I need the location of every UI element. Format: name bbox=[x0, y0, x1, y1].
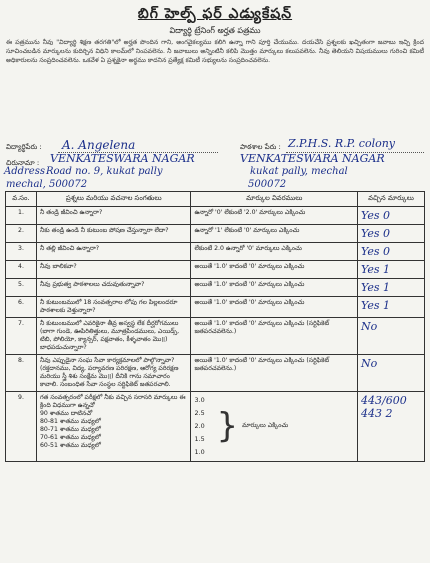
row-question: నీవు ప్రభుత్వ పాఠశాలలు చదువుతున్నావా? bbox=[36, 279, 191, 297]
form-title: బిగ్ హెల్ప్ ఫర్ ఎడ్యుకేషన్ bbox=[137, 6, 293, 22]
grade-range: 70-61 శాతము మధ్యలో bbox=[39, 434, 101, 441]
table-row bbox=[6, 279, 425, 297]
row-question: నీవు బాలికవా? bbox=[36, 261, 191, 279]
row-question: నీవు ఎప్పుడైనా సంఘ సేవా కార్యక్రమాలలో పాల్గొన్నావా? (రక్తదానము, విద్య, పర్యావరణ పరిరక్షణ, ఆరోగ్య పరిరక్షణ మరియు స్త్రీ శిశు సంక్షేమ మొ॥) దీనికి గాను సమాచారం కావాలి. సంబంధిత సేవా సంస్థల సర్టిఫికెట్ జతపరచాలి. bbox=[36, 355, 191, 392]
row-obtained-mark[interactable]: Yes 1 bbox=[358, 261, 425, 279]
row-obtained-mark[interactable]: No bbox=[358, 355, 425, 392]
row-number: 1. bbox=[6, 207, 37, 225]
row-question-text: గత సంవత్సరంలో పరీక్షలో నీకు వచ్చిన సరాసరి మార్కులు ఈ క్రింది విధముగా ఉన్నచో bbox=[39, 394, 186, 409]
col-header-marks-info: మార్కుల వివరములు bbox=[191, 192, 358, 207]
pin-right: 500072 bbox=[248, 179, 287, 190]
row-marks-info: ఉన్నారో '0' లేకుంటే '2.0' మార్కులు ఎక్కించు bbox=[191, 207, 358, 225]
row-question: నీకు తండ్రి ఉండి నీ కుటుంబ పోషణ చేస్తున్నారా లేదా? bbox=[36, 225, 191, 243]
row-number: 2. bbox=[6, 225, 37, 243]
village-value-right: VENKATESWARA NAGAR bbox=[240, 152, 385, 165]
name-label: విద్యార్థిపేరు : bbox=[6, 143, 42, 151]
grade-point: 2.0 bbox=[194, 422, 205, 430]
grade-point: 2.5 bbox=[194, 409, 205, 417]
form-subtitle: విద్యార్థి ట్రేనింగ్ అర్హత పత్రము bbox=[169, 26, 261, 35]
grade-range: 90 శాతము దాటినచో bbox=[39, 410, 93, 417]
table-row bbox=[6, 297, 425, 318]
school-label: పాఠశాల పేరు : bbox=[240, 143, 281, 151]
row-marks-info: ఉన్నారో '1' లేకుంటే '0' మార్కులు ఎక్కించు bbox=[191, 225, 358, 243]
row-obtained-mark[interactable]: Yes 0 bbox=[358, 225, 425, 243]
row-marks-info: అయితే '1.0' కాదంటే '0' మార్కులు ఎక్కించు bbox=[191, 279, 358, 297]
row-marks-info: లేకుంటే 2.0 ఉన్నారో '0' మార్కులు ఎక్కించు bbox=[191, 243, 358, 261]
table-header-row bbox=[6, 192, 425, 207]
address-left: Road no. 9, kukat pally bbox=[46, 166, 163, 177]
village-label: చిరునామా : bbox=[6, 159, 40, 167]
row-marks-info: అయితే '1.0' కాదంటే '0' మార్కులు ఎక్కించు bbox=[191, 261, 358, 279]
grade-range: 60-51 శాతము మధ్యలో bbox=[39, 442, 101, 449]
row-obtained-mark[interactable]: Yes 0 bbox=[358, 243, 425, 261]
col-header-question: ప్రశ్నలు మరియు వచనాల సంగతులు bbox=[36, 192, 191, 207]
table-row bbox=[6, 207, 425, 225]
row-number: 6. bbox=[6, 297, 37, 318]
table-row bbox=[6, 392, 425, 462]
row-number: 7. bbox=[6, 318, 37, 355]
row-number: 9. bbox=[6, 392, 37, 462]
school-value: Z.P.H.S. R.P. colony bbox=[288, 137, 396, 150]
row-marks-info: అయితే '1.0' కాదంటే '0' మార్కులు ఎక్కించు (సర్టిఫికెట్ జతపరచవలెను.) bbox=[191, 318, 358, 355]
table-row bbox=[6, 318, 425, 355]
row-obtained-mark[interactable]: No bbox=[358, 318, 425, 355]
grade-point: 1.0 bbox=[194, 448, 205, 456]
row-question bbox=[36, 392, 191, 462]
name-value: A. Angelena bbox=[62, 138, 136, 152]
marks-table bbox=[5, 191, 425, 462]
grade-point: 1.5 bbox=[194, 435, 205, 443]
row-number: 4. bbox=[6, 261, 37, 279]
row-question: నీ తల్లి జీవించి ఉన్నారా? bbox=[36, 243, 191, 261]
table-row bbox=[6, 355, 425, 392]
table-row bbox=[6, 243, 425, 261]
grade-point: 3.0 bbox=[194, 396, 205, 404]
address-right: kukat pally, mechal bbox=[250, 166, 348, 177]
grade-range: 80-71 శాతము మధ్యలో bbox=[39, 426, 101, 433]
row-obtained-mark[interactable]: Yes 1 bbox=[358, 279, 425, 297]
grade-range: 80-81 శాతము మధ్యలో bbox=[39, 418, 101, 425]
row-obtained-mark[interactable]: 443/600 443 2 bbox=[358, 392, 425, 462]
grade-instruction: మార్కులు ఎక్కించు bbox=[242, 422, 289, 429]
row-marks-info: అయితే '1.0' కాదంటే '0' మార్కులు ఎక్కించు bbox=[191, 297, 358, 318]
instructions: ఈ పత్రమును నీవు "విద్యార్థి శిక్షణ తరగతి"లో అర్హత పొందిన గాని, అంగవైకల్యము కలిగి ఉన్నా గాని పూర్తి చేయుము. దయచేసి ప్రశ్నలకు ఖచ్చితంగా జవాబు ఇచ్చి క్రింద సూచించబడిన మార్కులను కుదిర్చిన విధిని కాలమ్‌లో నింపవలెను. నీ జవాబులు అన్నింటినీ కలిపి మొత్తం మార్కులు కలుపవలెను. నీవు తెలియని విషయములు గురించి కమిటీ అధికారులను సంప్రదించవలెను. ఒకవేళ ఏ ప్రశ్నకైనా అర్థము కాదనిన ప్రత్యేక్ష కమిటీ సభ్యులను సంప్రదించవలెను. bbox=[6, 39, 424, 64]
row-number: 3. bbox=[6, 243, 37, 261]
row-number: 5. bbox=[6, 279, 37, 297]
row-marks-info: అయితే '1.0' కాదంటే '0' మార్కులు ఎక్కించు (సర్టిఫికెట్ జతపరచవలెను.) bbox=[191, 355, 358, 392]
village-value-left: VENKATESWARA NAGAR bbox=[50, 152, 195, 165]
address-label: Address bbox=[4, 166, 45, 177]
pin-left: mechal, 500072 bbox=[6, 179, 88, 190]
row-number: 8. bbox=[6, 355, 37, 392]
row-question: నీ తండ్రి జీవించి ఉన్నారా? bbox=[36, 207, 191, 225]
row-obtained-mark[interactable]: Yes 1 bbox=[358, 297, 425, 318]
col-header-no: వ.సం. bbox=[6, 192, 37, 207]
row-marks-info bbox=[191, 392, 358, 462]
row-question: నీ కుటుంబములో 18 సంవత్సరాల లోపు గల పిల్లలందరూ పాఠశాలకు వెళ్తున్నారా? bbox=[36, 297, 191, 318]
row-question: నీ కుటుంబములో ఎవరికైనా తీవ్ర అస్వస్థ లేక దీర్ఘరోగములు (బాగా గుండె, ఊపిరితిత్తులు, మూత్రపిండములు, ఎయిడ్స్, టిబి, పోలియో, క్యాన్సర్, పక్షవాతం, కీళ్ళవాతం మొ॥) బాధపడుచున్నారా? bbox=[36, 318, 191, 355]
table-row bbox=[6, 225, 425, 243]
table-row bbox=[6, 261, 425, 279]
col-header-obtained: వచ్చిన మార్కులు bbox=[358, 192, 425, 207]
brace-icon: } bbox=[216, 406, 239, 446]
row-obtained-mark[interactable]: Yes 0 bbox=[358, 207, 425, 225]
